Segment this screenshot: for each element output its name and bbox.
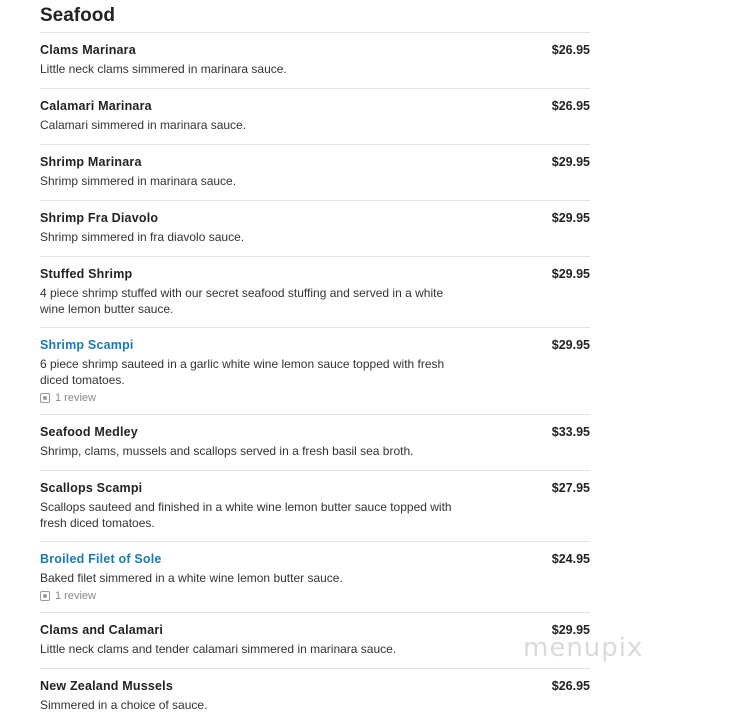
item-name: Stuffed Shrimp [40, 267, 133, 281]
item-name-link[interactable]: Shrimp Scampi [40, 338, 134, 352]
menu-item [40, 144, 590, 200]
item-name: New Zealand Mussels [40, 679, 174, 693]
item-name: Calamari Marinara [40, 99, 152, 113]
menu-item [40, 32, 590, 88]
watermark-logo: menupix [523, 633, 644, 663]
item-name: Scallops Scampi [40, 481, 143, 495]
menu-item [40, 327, 590, 414]
item-price: $33.95 [551, 425, 590, 439]
item-description: Little neck clams simmered in marinara sauce. [40, 62, 287, 76]
item-description: Calamari simmered in marinara sauce. [40, 118, 247, 132]
review-link[interactable] [40, 590, 590, 602]
item-description: 6 piece shrimp sauteed in a garlic white wine lemon sauce topped with fresh diced tomatoes. [40, 357, 445, 387]
item-name: Seafood Medley [40, 425, 138, 439]
item-description: Little neck clams and tender calamari simmered in marinara sauce. [40, 642, 397, 656]
item-name: Shrimp Marinara [40, 155, 142, 169]
item-description: 4 piece shrimp stuffed with our secret seafood stuffing and served in a white wine lemon butter sauce. [40, 286, 444, 316]
item-price: $26.95 [551, 99, 590, 113]
item-price: $29.95 [551, 155, 590, 169]
item-name: Clams Marinara [40, 43, 136, 57]
item-description: Baked filet simmered in a white wine lemon butter sauce. [40, 571, 343, 585]
review-count: 1 review [55, 590, 96, 602]
review-count: 1 review [55, 392, 96, 404]
menu-item [40, 414, 590, 470]
item-name-link[interactable]: Broiled Filet of Sole [40, 552, 162, 566]
review-icon [40, 591, 50, 601]
menu-list [40, 32, 590, 724]
item-price: $26.95 [551, 43, 590, 57]
menu-item [40, 612, 590, 668]
menu-item [40, 668, 590, 724]
item-price: $29.95 [551, 267, 590, 281]
menu-item [40, 470, 590, 541]
item-description: Simmered in a choice of sauce. [40, 698, 208, 712]
item-name: Shrimp Fra Diavolo [40, 211, 159, 225]
item-price: $29.95 [551, 623, 590, 637]
review-link[interactable] [40, 392, 590, 404]
item-description: Shrimp simmered in marinara sauce. [40, 174, 237, 188]
item-description: Shrimp, clams, mussels and scallops served in a fresh basil sea broth. [40, 444, 414, 458]
item-price: $27.95 [551, 481, 590, 495]
item-price: $26.95 [551, 679, 590, 693]
item-name: Clams and Calamari [40, 623, 164, 637]
item-description: Shrimp simmered in fra diavolo sauce. [40, 230, 245, 244]
item-description: Scallops sauteed and finished in a white wine lemon butter sauce topped with fresh diced tomatoes. [40, 500, 452, 530]
menu-item [40, 200, 590, 256]
menu-item [40, 541, 590, 612]
menu-item [40, 256, 590, 327]
section-title: Seafood [40, 5, 115, 26]
item-price: $29.95 [551, 338, 590, 352]
item-price: $29.95 [551, 211, 590, 225]
menu-item [40, 88, 590, 144]
item-price: $24.95 [551, 552, 590, 566]
review-icon [40, 393, 50, 403]
